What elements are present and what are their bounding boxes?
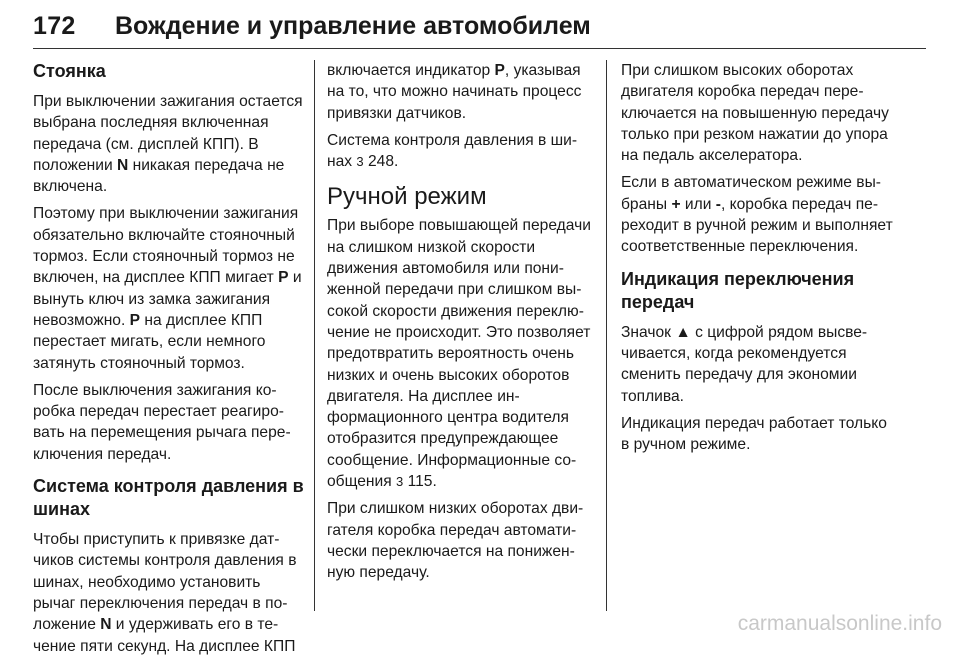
paragraph: Если в автоматическом режиме выбраны + или -, коробка передач переходит в ручной режим и выполняет соответственные переключения. bbox=[621, 174, 893, 256]
page-reference-icon: 3 bbox=[396, 474, 404, 490]
column-divider bbox=[606, 60, 607, 611]
paragraph: При выключении зажигания остается выбрана последняя включенная передача (см. дисплей КПП). В положении N никакая передача не включена. bbox=[33, 93, 303, 196]
watermark: carmanualsonline.info bbox=[737, 612, 942, 635]
page-number: 172 bbox=[33, 12, 76, 40]
heading-parking: Стоянка bbox=[33, 61, 106, 81]
paragraph: Значок ▲ с цифрой рядом высвечивается, когда рекомендуется сменить передачу для экономии топлива. bbox=[621, 323, 868, 405]
paragraph: При выборе повышающей передачи на слишком низкой скорости движения автомобиля или пониженной передачи при слишком высокой скорости движения переключение не происходит. Это позволяет предотвратить вероятность очень низких и очень высоких оборотов двигателя. На дисплее информационного центра водителя отобразится предупреждающее сообщение. Информационные сообщения 3 115. bbox=[327, 217, 591, 491]
paragraph: Поэтому при выключении зажигания обязательно включайте стояночный тормоз. Если стояночный тормоз не включен, на дисплее КПП мигает P и вынуть ключ из замка зажигания невозможно. P на дисплее КПП перестает мигать, если немного затянуть стояночный тормоз. bbox=[33, 205, 302, 372]
heading-manual-mode: Ручной режим bbox=[327, 183, 487, 211]
column-2 bbox=[327, 60, 595, 590]
heading-gear-indication: Индикация переключения передач bbox=[621, 268, 855, 312]
column-1 bbox=[33, 60, 305, 663]
paragraph: Чтобы приступить к привязке датчиков системы контроля давления в шинах, необходимо установить рычаг переключения передач в положение N и удерживать его в течение пяти секунд. На дисплее КПП bbox=[33, 531, 297, 655]
paragraph: При слишком низких оборотах двигателя коробка передач автоматически переключается на пониженную передачу. bbox=[327, 500, 584, 582]
page-header bbox=[33, 8, 926, 49]
column-3 bbox=[621, 60, 893, 461]
paragraph: После выключения зажигания коробка передач перестает реагировать на перемещения рычага переключения передач. bbox=[33, 381, 291, 463]
column-divider bbox=[314, 60, 315, 611]
page-title: Вождение и управление автомобилем bbox=[115, 12, 591, 40]
paragraph: включается индикатор P, указывая на то, что можно начинать процесс привязки датчиков. bbox=[327, 62, 582, 122]
page-reference-icon: 3 bbox=[356, 154, 364, 170]
heading-tpms: Система контроля давления в шинах bbox=[33, 476, 304, 520]
paragraph: Индикация передач работает только в ручном режиме. bbox=[621, 414, 887, 454]
triangle-up-icon: ▲ bbox=[675, 323, 691, 341]
paragraph: При слишком высоких оборотах двигателя коробка передач переключается на повышенную передачу только при резком нажатии до упора на педаль акселератора. bbox=[621, 62, 889, 165]
paragraph: Система контроля давления в шинах 3 248. bbox=[327, 131, 578, 171]
